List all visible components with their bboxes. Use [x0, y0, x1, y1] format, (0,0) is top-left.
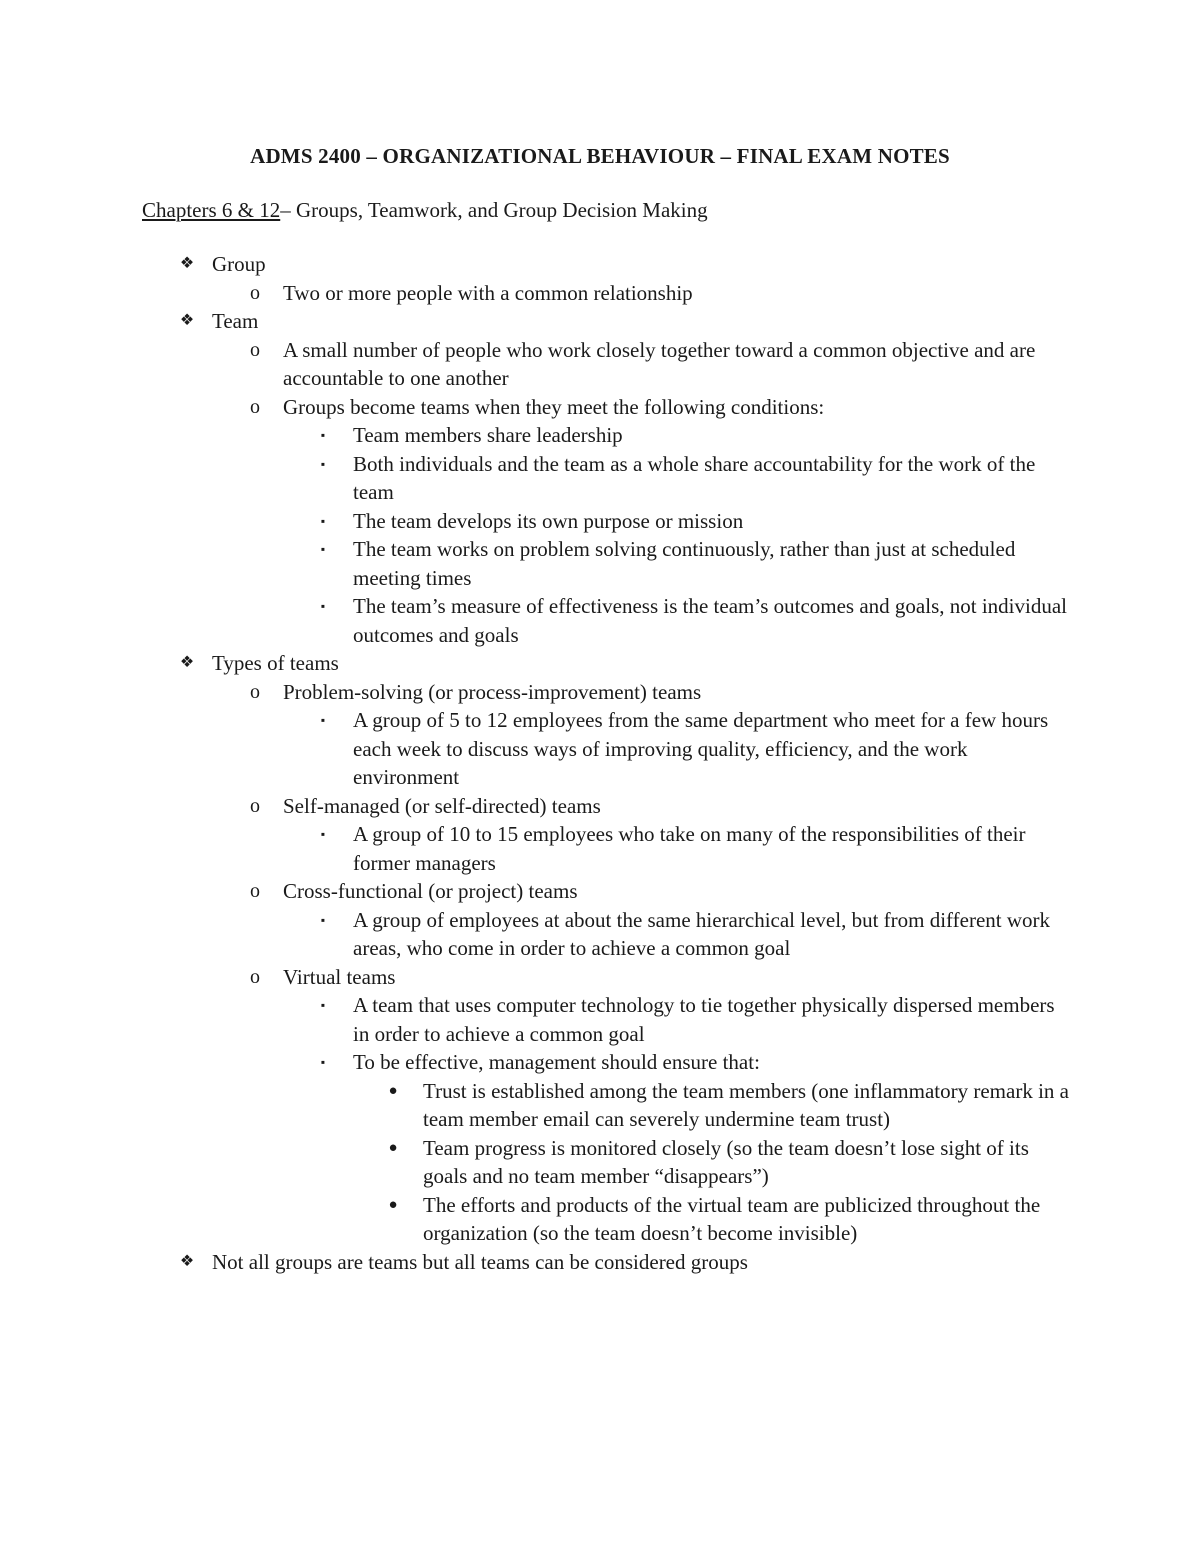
- outline-item-level-4: [0, 1191, 1200, 1248]
- outline-item-level-3: [0, 820, 1200, 877]
- outline-item-text: A group of 10 to 15 employees who take on many of the responsibilities of their former managers: [353, 822, 1026, 875]
- outline-item-level-3: [0, 906, 1200, 963]
- circle-bullet-icon: o: [250, 338, 260, 361]
- diamond-bullet-icon: ❖: [179, 1252, 195, 1270]
- circle-bullet-icon: o: [250, 680, 260, 703]
- chapter-number: Chapters 6 & 12: [142, 198, 281, 222]
- outline-item-text: The team develops its own purpose or mission: [353, 508, 744, 533]
- outline-item-text: A team that uses computer technology to tie together physically dispersed members in order to achieve a common goal: [353, 993, 1055, 1046]
- square-bullet-icon: ▪: [320, 713, 326, 727]
- square-bullet-icon: ▪: [320, 1055, 326, 1069]
- outline-item-text: A small number of people who work closely together toward a common objective and are accountable to one another: [283, 337, 1036, 390]
- outline-item-level-3: [0, 450, 1200, 507]
- outline-item-text: The team works on problem solving continuously, rather than just at scheduled meeting times: [353, 537, 1016, 590]
- outline-item-text: Problem-solving (or process-improvement) teams: [283, 679, 702, 704]
- outline-item-text: To be effective, management should ensure that:: [353, 1050, 760, 1074]
- square-bullet-icon: ▪: [320, 912, 326, 927]
- outline-item-text: Team: [212, 309, 259, 333]
- outline-item-level-3: [0, 421, 1200, 450]
- circle-bullet-icon: o: [250, 395, 260, 418]
- square-bullet-icon: ▪: [320, 513, 326, 528]
- square-bullet-icon: ▪: [320, 456, 326, 471]
- diamond-bullet-icon: ❖: [179, 654, 195, 671]
- dot-bullet-icon: ●: [388, 1082, 398, 1099]
- outline-item-level-1: [0, 250, 1200, 279]
- diamond-bullet-icon: ❖: [179, 312, 195, 329]
- outline-item-text: Trust is established among the team members (one inflammatory remark in a team member email can severely undermine team trust): [423, 1078, 1069, 1131]
- outline-item-text: Virtual teams: [283, 964, 396, 989]
- outline-item-level-3: [0, 507, 1200, 536]
- circle-bullet-icon: o: [250, 794, 260, 817]
- outline-item-level-2: [0, 279, 1200, 308]
- outline-item-text: Both individuals and the team as a whole share accountability for the work of the team: [353, 451, 1036, 504]
- outline-item-text: The team’s measure of effectiveness is the team’s outcomes and goals, not individual outcomes and goals: [353, 594, 1067, 647]
- outline-item-level-1: [0, 307, 1200, 336]
- square-bullet-icon: ▪: [320, 827, 326, 841]
- outline-item-level-2: [0, 336, 1200, 393]
- outline-item-level-2: [0, 792, 1200, 821]
- outline-item-text: Team members share leadership: [353, 423, 623, 447]
- outline-item-text: A group of employees at about the same hierarchical level, but from different work areas, who come in order to achieve a common goal: [353, 907, 1051, 960]
- chapter-topic: – Groups, Teamwork, and Group Decision Making: [280, 198, 708, 222]
- outline-item-text: Team progress is monitored closely (so the team doesn’t lose sight of its goals and no team member “disappears”): [423, 1135, 1029, 1188]
- outline-item-level-1: [0, 1248, 1200, 1277]
- outline-item-level-4: [0, 1077, 1200, 1134]
- chapter-heading: [142, 196, 708, 224]
- outline-item-level-1: [0, 649, 1200, 678]
- square-bullet-icon: ▪: [320, 428, 326, 442]
- outline-item-level-2: [0, 877, 1200, 906]
- document-title: ADMS 2400 – ORGANIZATIONAL BEHAVIOUR – FINAL EXAM NOTES: [250, 144, 950, 168]
- outline-item-level-2: [0, 678, 1200, 707]
- outline-item-text: Group: [212, 252, 266, 276]
- outline-item-level-3: [0, 535, 1200, 592]
- outline-item-text: Self-managed (or self-directed) teams: [283, 793, 601, 818]
- outline-item-text: Not all groups are teams but all teams can be considered groups: [212, 1249, 748, 1274]
- outline-item-text: A group of 5 to 12 employees from the same department who meet for a few hours each week to discuss ways of improving quality, efficiency, and the work environment: [353, 708, 1049, 789]
- circle-bullet-icon: o: [250, 880, 260, 902]
- dot-bullet-icon: ●: [388, 1139, 398, 1156]
- outline-item-text: Groups become teams when they meet the following conditions:: [283, 394, 825, 419]
- outline-item-text: Two or more people with a common relationship: [283, 280, 693, 305]
- square-bullet-icon: ▪: [320, 542, 326, 556]
- outline-item-level-4: [0, 1134, 1200, 1191]
- outline-item-text: Cross-functional (or project) teams: [283, 879, 578, 903]
- square-bullet-icon: ▪: [320, 998, 326, 1012]
- outline-item-level-3: [0, 592, 1200, 649]
- outline-item-text: Types of teams: [212, 651, 339, 675]
- outline-item-level-2: [0, 963, 1200, 992]
- notes-outline: [0, 250, 1200, 1276]
- outline-item-level-3: [0, 991, 1200, 1048]
- circle-bullet-icon: o: [250, 965, 260, 988]
- outline-item-level-2: [0, 393, 1200, 422]
- diamond-bullet-icon: ❖: [179, 255, 195, 272]
- outline-item-level-3: [0, 706, 1200, 792]
- square-bullet-icon: ▪: [320, 599, 326, 613]
- outline-item-level-3: [0, 1048, 1200, 1077]
- dot-bullet-icon: ●: [388, 1196, 398, 1213]
- circle-bullet-icon: o: [250, 281, 260, 304]
- outline-item-text: The efforts and products of the virtual team are publicized throughout the organization (so the team doesn’t become invisible): [423, 1192, 1041, 1245]
